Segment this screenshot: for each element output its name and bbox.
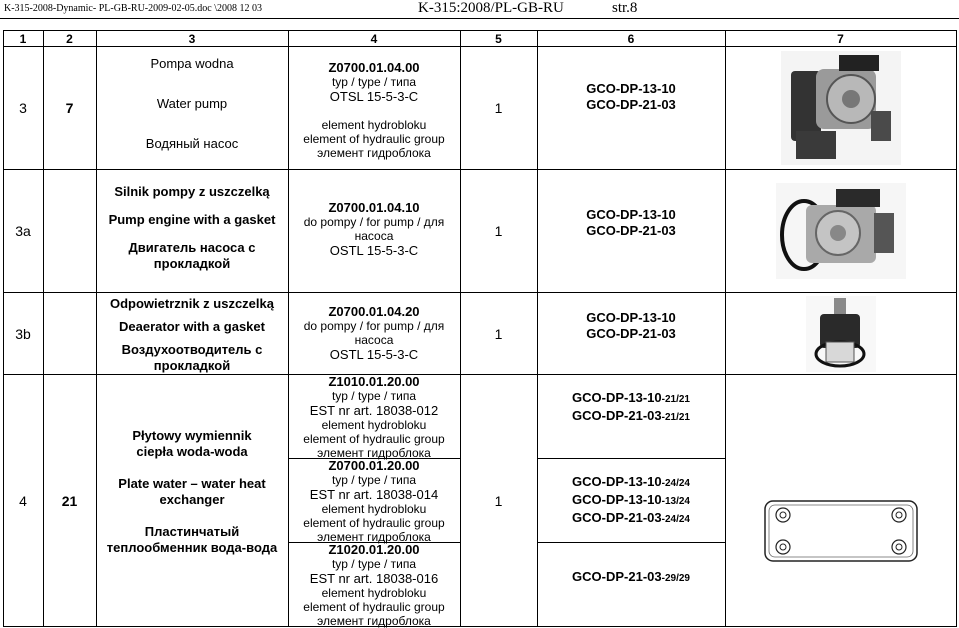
position-number: 3 — [19, 100, 27, 116]
name-pl: Silnik pompy z uszczelką — [114, 184, 270, 199]
model-suffix: -21/21 — [661, 412, 690, 423]
code-line: element of hydraulic group — [303, 515, 445, 530]
code-line: element of hydraulic group — [303, 132, 445, 146]
code-line: element hydrobloku — [321, 585, 427, 600]
column-7-label: 7 — [837, 31, 844, 46]
name-pl: Odpowietrznik z uszczelką — [110, 296, 274, 311]
name-pl: Pompa wodna — [150, 56, 234, 71]
code-line: do pompy / for pump / для насоса — [303, 215, 445, 243]
code-number: Z0700.01.04.10 — [328, 200, 420, 215]
part-code — [288, 543, 460, 626]
model-suffix: -24/24 — [661, 477, 690, 489]
code-number: Z1020.01.20.00 — [328, 541, 420, 557]
code-number: Z0700.01.20.00 — [328, 457, 420, 473]
name-ru: Водяный насос — [145, 136, 239, 151]
model-code: GCO-DP-13-10 — [586, 207, 676, 222]
pump-engine-photo — [725, 170, 956, 292]
name-ru: Воздухоотводитель с прокладкой — [121, 342, 263, 373]
name-en: Deaerator with a gasket — [119, 319, 265, 334]
model-suffix: -24/24 — [661, 513, 690, 525]
code-line: typ / type / типа — [331, 472, 417, 487]
code-line: element of hydraulic group — [303, 431, 445, 446]
column-2-label: 2 — [66, 31, 73, 46]
part-code — [288, 375, 460, 458]
code-line: OSTL 15-5-3-C — [329, 243, 419, 258]
column-4-label: 4 — [370, 31, 378, 46]
code-line: элемент гидроблока — [317, 529, 431, 544]
position-number: 3a — [15, 223, 31, 239]
model-base: GCO-DP-21-03 — [572, 569, 662, 584]
model-suffix: -29/29 — [661, 573, 690, 584]
column-1-label: 1 — [19, 31, 27, 46]
model-base: GCO-DP-21-03 — [572, 509, 662, 525]
page-number: str.8 — [612, 0, 638, 16]
model-code — [572, 510, 690, 528]
code-line: element hydrobloku — [321, 417, 427, 432]
plate-exchanger-drawing — [725, 375, 956, 626]
code-line: EST nr art. 18038-016 — [309, 570, 439, 586]
reference-number: 7 — [65, 100, 74, 116]
quantity: 1 — [494, 100, 503, 116]
column-3-label: 3 — [188, 31, 196, 46]
reference-number: 21 — [61, 492, 78, 509]
model-code — [572, 474, 690, 492]
pump-photo — [725, 47, 956, 169]
model-code: GCO-DP-21-03 — [586, 223, 676, 238]
code-line: EST nr art. 18038-012 — [309, 402, 439, 418]
part-name — [96, 56, 288, 152]
model-code — [572, 492, 690, 510]
model-suffix: -13/24 — [661, 495, 690, 507]
part-code — [288, 304, 460, 364]
part-name — [96, 184, 288, 272]
position-number: 4 — [19, 492, 27, 509]
code-line: do pompy / for pump / для насоса — [303, 319, 445, 347]
code-line: element of hydraulic group — [303, 599, 445, 614]
plate-exchanger-icon — [761, 497, 921, 565]
model-base: GCO-DP-21-03 — [572, 408, 662, 423]
model-code — [572, 569, 690, 587]
model-list — [537, 543, 725, 613]
name-en: Water pump — [156, 96, 228, 111]
document-filename: K-315-2008-Dynamic- PL-GB-RU-2009-02-05.doc \2008 12 03 — [4, 3, 263, 14]
part-code — [288, 200, 460, 260]
model-list — [537, 459, 725, 542]
name-ru: Пластинчатый теплообменник вода-вода — [106, 524, 278, 555]
code-line: элемент гидроблока — [317, 445, 431, 460]
code-number: Z0700.01.04.20 — [328, 304, 420, 319]
deaerator-photo — [725, 293, 956, 374]
model-list — [537, 47, 725, 147]
name-pl: Płytowy wymiennik ciepła woda-woda — [132, 428, 252, 459]
code-line: typ / type / типа — [331, 556, 417, 571]
code-line: typ / type / типа — [331, 388, 417, 403]
model-list — [537, 170, 725, 276]
column-6-label: 6 — [627, 31, 635, 46]
code-line: typ / type / типа — [331, 75, 417, 89]
part-code — [288, 459, 460, 542]
part-name — [96, 296, 288, 374]
model-code — [572, 390, 690, 408]
model-base: GCO-DP-13-10 — [572, 491, 662, 507]
part-name — [96, 428, 288, 556]
model-list — [537, 375, 725, 441]
model-code: GCO-DP-21-03 — [586, 97, 676, 112]
model-list — [537, 293, 725, 359]
code-line: element hydrobloku — [321, 118, 427, 132]
code-line: элемент гидроблока — [317, 613, 431, 628]
model-code — [572, 408, 690, 426]
code-number: Z1010.01.20.00 — [328, 373, 420, 389]
model-base: GCO-DP-13-10 — [572, 473, 662, 489]
name-ru: Двигатель насоса с прокладкой — [128, 240, 256, 271]
name-en: Pump engine with a gasket — [108, 212, 276, 227]
quantity: 1 — [494, 492, 503, 509]
model-suffix: -21/21 — [661, 394, 690, 405]
position-number: 3b — [15, 325, 31, 342]
model-base: GCO-DP-13-10 — [572, 390, 662, 405]
deaerator-photo-icon — [806, 296, 876, 372]
column-5-label: 5 — [495, 31, 502, 46]
code-line: OTSL 15-5-3-C — [329, 89, 419, 104]
pump-engine-photo-icon — [776, 183, 906, 279]
quantity: 1 — [494, 325, 503, 342]
code-line: element hydrobloku — [321, 501, 427, 516]
model-code: GCO-DP-13-10 — [586, 310, 676, 325]
code-line: EST nr art. 18038-014 — [309, 486, 439, 502]
document-code: K-315:2008/PL-GB-RU — [418, 0, 564, 16]
model-code: GCO-DP-21-03 — [586, 326, 676, 341]
pump-photo-icon — [781, 51, 901, 165]
code-line: OSTL 15-5-3-C — [329, 347, 419, 362]
part-code — [288, 60, 460, 167]
code-number: Z0700.01.04.00 — [328, 60, 420, 75]
model-code: GCO-DP-13-10 — [586, 81, 676, 96]
code-line: элемент гидроблока — [317, 146, 431, 160]
quantity: 1 — [494, 223, 503, 239]
name-en: Plate water – water heat exchanger — [118, 476, 266, 507]
